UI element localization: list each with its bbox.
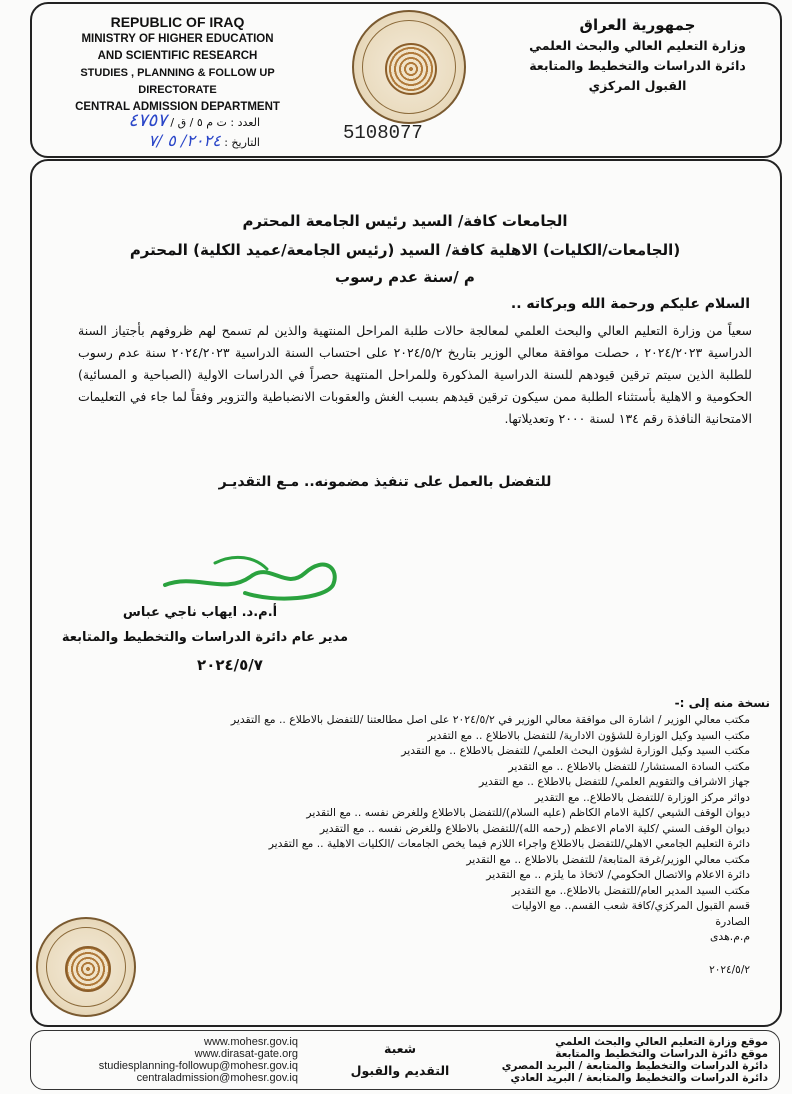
addressee-line-2: (الجامعات/الكليات) الاهلية كافة/ السيد (رئيس الجامعة/عميد الكلية) المحترم <box>129 241 681 259</box>
footer-ar-line: موقع وزارة التعليم العالي والبحث العلمي <box>555 1036 768 1048</box>
ministry-seal-header <box>352 10 466 124</box>
header-ar-line: وزارة التعليم العالي والبحث العلمي <box>529 38 746 53</box>
footer-contacts-en <box>38 1036 298 1084</box>
signature-date: ٢٠٢٤/٥/٧ <box>197 656 263 674</box>
footer-center <box>340 1038 460 1082</box>
copies-heading: نسخة منه إلى :- <box>674 696 770 710</box>
copy-item: دائرة الاعلام والاتصال الحكومي/ لاتخاذ ما يلزم .. مع التقدير <box>486 868 750 881</box>
letter-subject: م /سنة عدم رسوب <box>335 268 475 286</box>
footer-ar-line: موقع دائرة الدراسات والتخطيط والمتابعة <box>555 1048 768 1060</box>
footer-contacts-ar <box>490 1036 768 1084</box>
footer-email[interactable]: studiesplanning-followup@mohesr.gov.iq <box>98 1060 298 1072</box>
footer-ar-line: دائرة الدراسات والتخطيط والمتابعة / البريد المصري <box>501 1060 768 1072</box>
signatory-position: مدير عام دائرة الدراسات والتخطيط والمتابعة <box>61 630 349 645</box>
seal-core <box>385 43 437 95</box>
footer-center-line: شعبة <box>383 1041 417 1056</box>
seal-core <box>65 946 111 992</box>
footer-email[interactable]: centraladmission@mohesr.gov.iq <box>136 1072 298 1084</box>
copy-item: دوائر مركز الوزارة /للتفضل بالاطلاع.. مع التقدير <box>534 790 750 804</box>
copy-item: ديوان الوقف السني /كلية الامام الاعظم (رحمه الله)/للتفضل بالاطلاع وللغرض نفسه .. مع التقدير <box>319 821 750 835</box>
header-english-block <box>40 14 315 116</box>
ministry-seal-footer <box>36 917 136 1017</box>
copy-item: ديوان الوقف الشيعي /كلية الامام الكاظم (عليه السلام)/للتفضل بالاطلاع وللغرض نفسه .. مع التقدير <box>306 806 750 819</box>
document-date-row <box>40 131 260 150</box>
letter-greeting: السلام عليكم ورحمة الله وبركاته .. <box>510 296 750 312</box>
copy-item: قسم القبول المركزي/كافة شعب القسم.. مع الاوليات <box>511 899 750 912</box>
document-id: 5108077 <box>343 122 423 144</box>
header-en-line: STUDIES , PLANNING & FOLLOW UP DIRECTORATE <box>80 67 275 96</box>
copy-item: مكتب السيد وكيل الوزارة للشؤون الادارية/ للتفضل بالاطلاع .. مع التقدير <box>427 728 750 742</box>
header-ar-line: دائرة الدراسات والتخطيط والمتابعة <box>529 58 746 73</box>
date-label: التاريخ : <box>224 136 260 149</box>
copy-item: جهاز الاشراف والتقويم العلمي/ للتفضل بالاطلاع .. مع التقدير <box>479 775 750 788</box>
header-ar-line: القبول المركزي <box>588 78 687 93</box>
copy-item: مكتب معالي الوزير / اشارة الى موافقة معالي الوزير في ٢٠٢٤/٥/٢ على اصل مطالعتنا /للتفضل بالاطلاع .. مع التقدير <box>230 713 750 726</box>
header-en-line: REPUBLIC OF IRAQ <box>110 14 245 30</box>
copy-item: م.م.هدى <box>709 930 750 943</box>
footer-ar-line: دائرة الدراسات والتخطيط والمتابعة / البريد العادي <box>510 1072 768 1084</box>
copy-item: مكتب السادة المستشار/ للتفضل بالاطلاع .. مع التقدير <box>508 759 750 773</box>
copy-item: مكتب معالي الوزير/غرفة المتابعة/ للتفضل بالاطلاع .. مع التقدير <box>466 852 750 866</box>
header-arabic-block <box>515 14 760 96</box>
addressee-line-1: الجامعات كافة/ السيد رئيس الجامعة المحترم <box>242 212 568 230</box>
letter-closing: للتفضل بالعمل على تنفيذ مضمونه.. مـع التقديـر <box>218 474 552 490</box>
footer-website[interactable]: www.dirasat-gate.org <box>194 1048 298 1060</box>
copies-footer-date: ٢٠٢٤/٥/٢ <box>709 964 750 976</box>
letter-body: سعياً من وزارة التعليم العالي والبحث العلمي لمعالجة حالات طلبة المراحل المنتهية والذين لم تسمح لهم ظروفهم بأجتياز السنة الدراسية ٢٠٢٤/٢٠٢٣ ، حصلت موافقة معالي الوزير بتاريخ ٢٠٢٤/٥/٢ على احتساب السنة الدراسية ٢٠٢٤/٢٠٢٣ سنة عدم رسوب للطلبة الذين سيتم ترقين قيودهم للسنة الدراسية المذكورة وللمراحل المنتهية حصراً في الدراسات الاولية (الصباحية و المسائية) الحكومية و الاهلية بأستثناء الطلبة ممن سيكون ترقين قيدهم بسبب الغش والعقوبات الانضباطية والتزوير وفقاً لما جاء في التعليمات الامتحانية النافذة رقم ١٣٤ لسنة ٢٠٠٠ وتعديلاتها. <box>78 323 752 426</box>
number-value: ٤٧٥٧ <box>128 110 167 131</box>
copy-item: دائرة التعليم الجامعي الاهلي/للتفضل بالاطلاع واجراء اللازم فيما يخص الجامعات /الكليات الاهلية .. مع التقدير <box>268 837 750 850</box>
signature-mark <box>155 533 355 613</box>
copy-item: مكتب السيد وكيل الوزارة لشؤون البحث العلمي/ للتفضل بالاطلاع .. مع التقدير <box>401 744 750 757</box>
document-number-row <box>40 110 260 131</box>
footer-center-line: التقديم والقبول <box>350 1063 450 1078</box>
signatory-name: أ.م.د. ايهاب ناجي عباس <box>122 605 278 620</box>
date-value: ٢٠٢٤/ ٥ /٧ <box>148 131 221 150</box>
header-ar-line: جمهورية العراق <box>579 16 696 34</box>
header-en-line: CENTRAL ADMISSION DEPARTMENT <box>75 101 280 113</box>
header-en-line: AND SCIENTIFIC RESEARCH <box>97 50 258 62</box>
copy-item: مكتب السيد المدير العام/للتفضل بالاطلاع.. مع التقدير <box>511 883 750 897</box>
footer-website[interactable]: www.mohesr.gov.iq <box>204 1036 298 1048</box>
copies-list <box>90 712 750 945</box>
header-en-line: MINISTRY OF HIGHER EDUCATION <box>81 33 274 45</box>
number-label: العدد : ت م ٥ / ق / <box>170 116 260 129</box>
copy-item: الصادرة <box>715 914 750 928</box>
